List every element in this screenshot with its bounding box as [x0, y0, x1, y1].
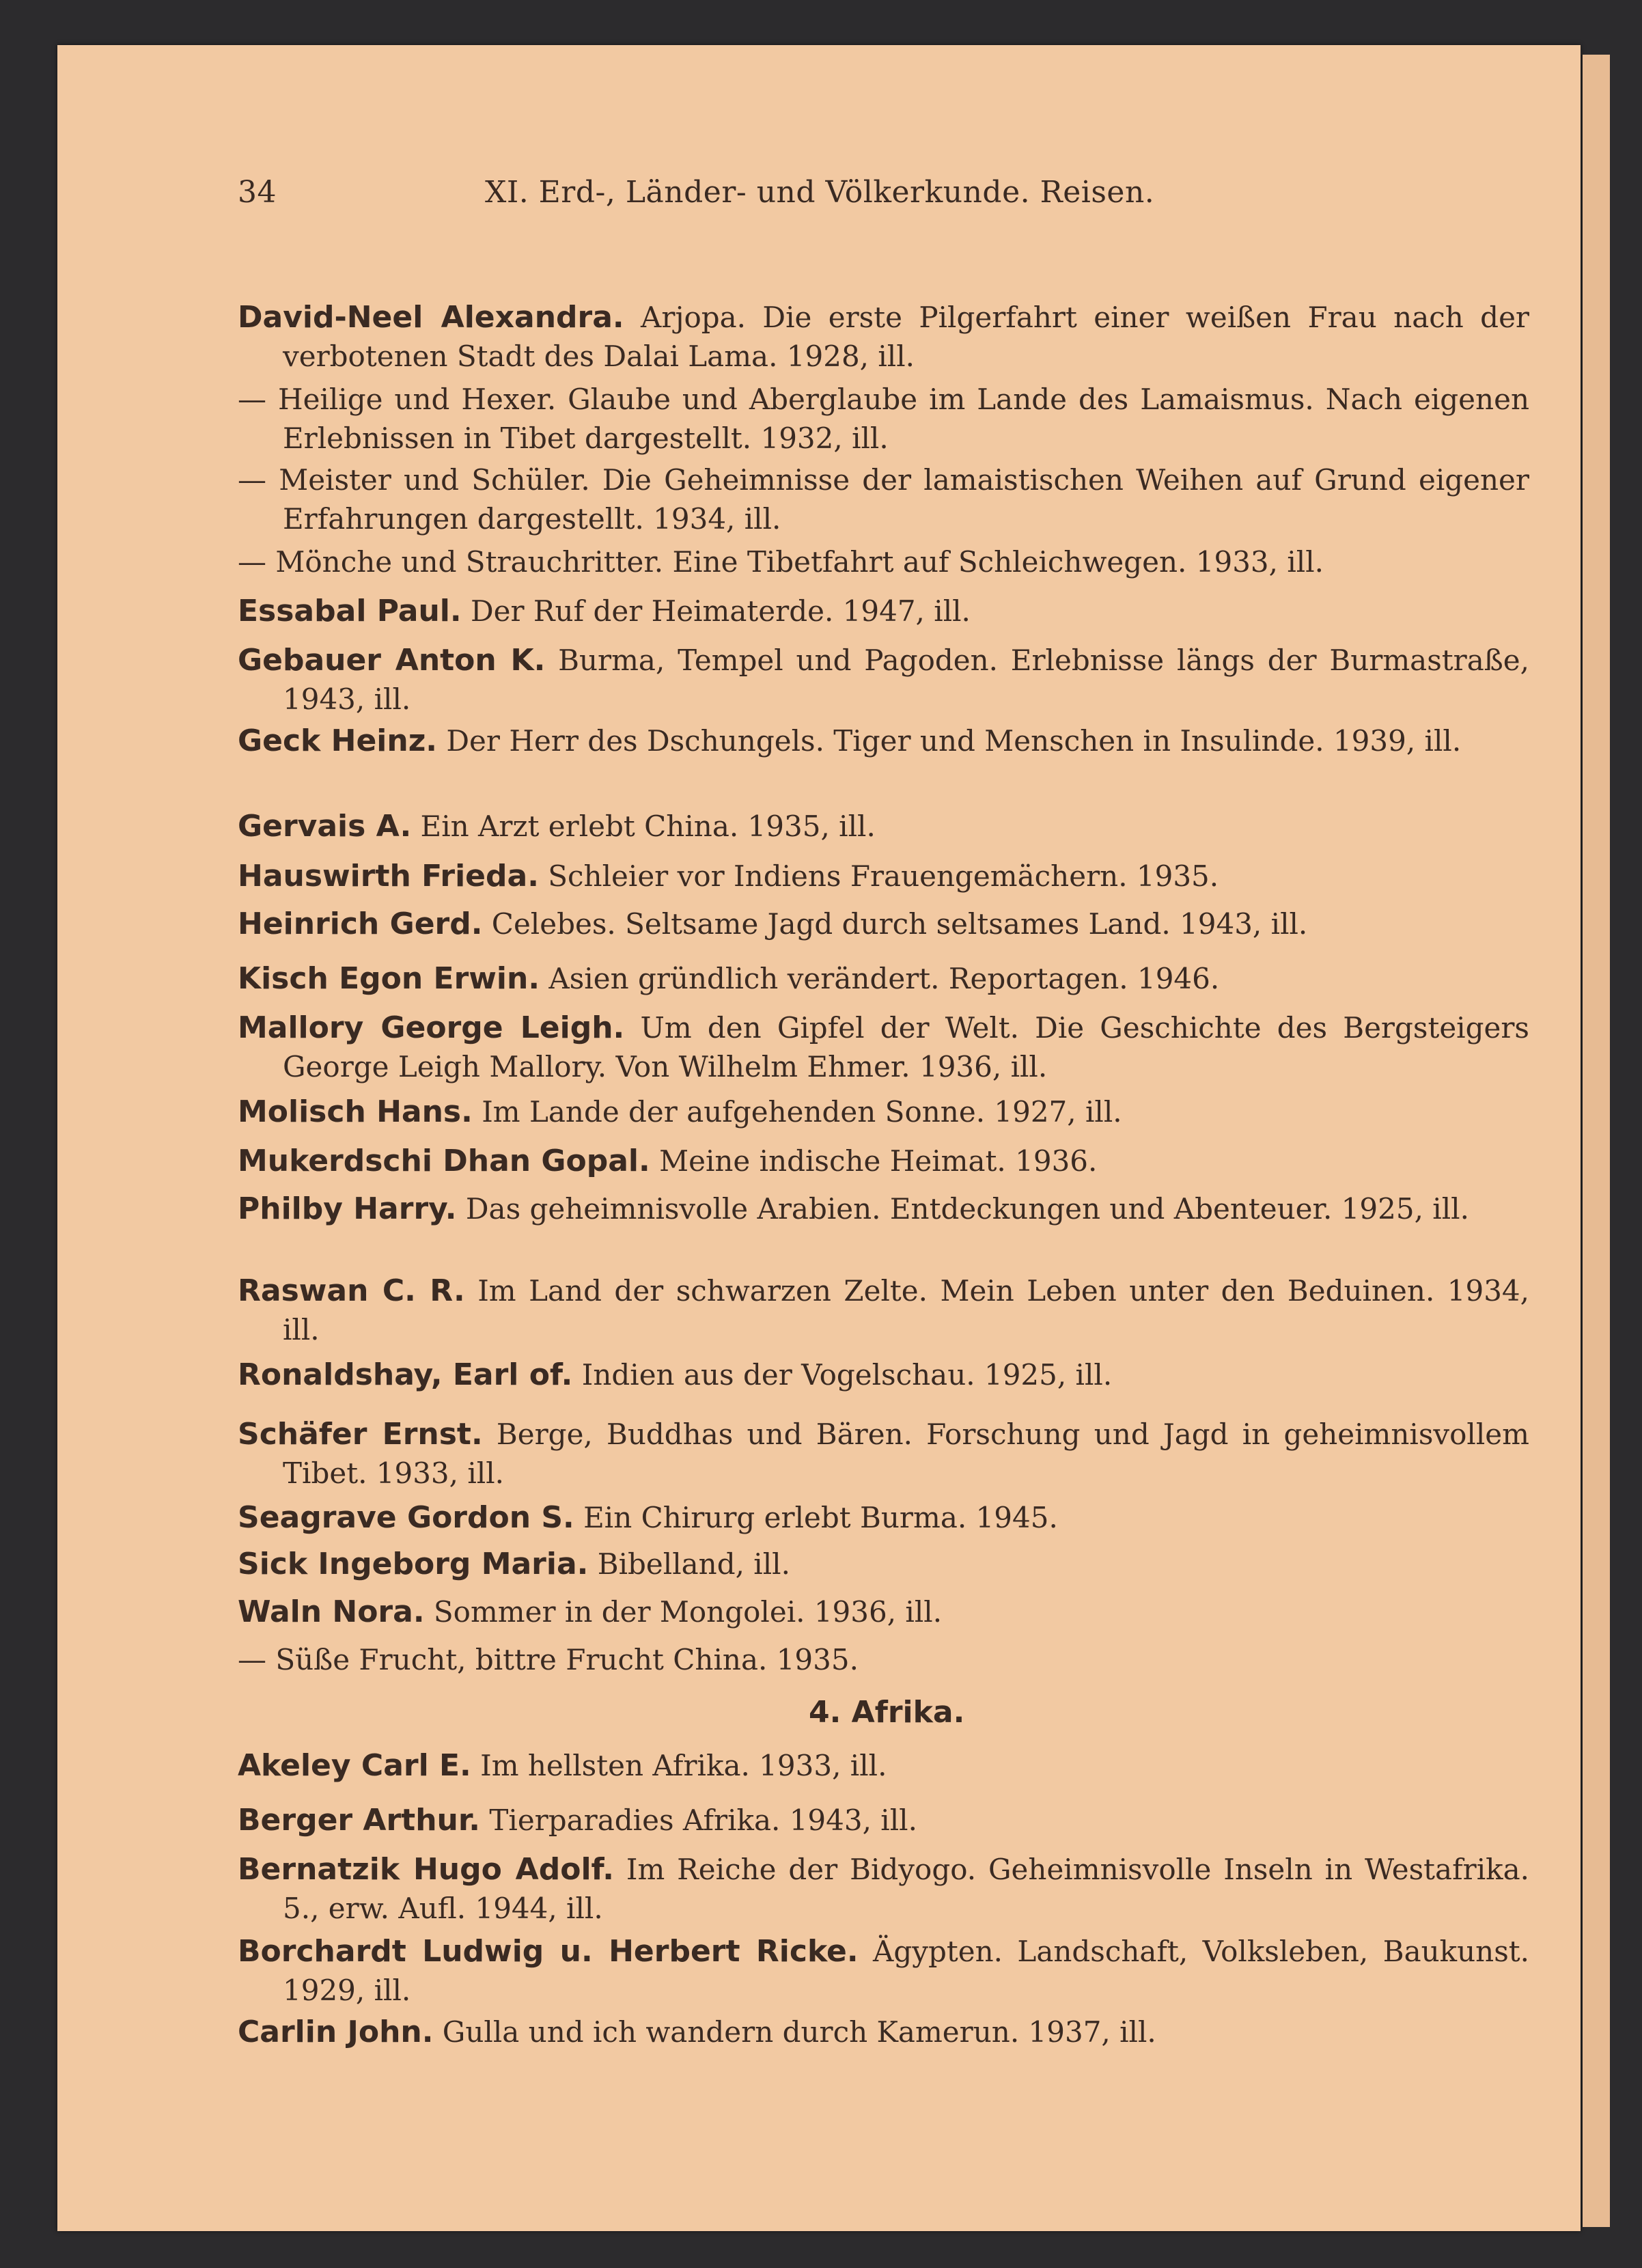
entry-author: Berger Arthur.: [238, 1803, 481, 1838]
bibliography-entry: [238, 1746, 1529, 1785]
entry-text: Ägypten. Landschaft, Volksleben, Baukunst. 1929, ill.: [283, 1935, 1529, 2007]
entry-text: — Mönche und Strauchritter. Eine Tibetfahrt auf Schleichwegen. 1933, ill.: [238, 545, 1324, 579]
entry-text: Im Land der schwarzen Zelte. Mein Leben unter den Beduinen. 1934, ill.: [283, 1274, 1530, 1346]
entry-author: Molisch Hans.: [238, 1094, 473, 1129]
entry-text: Der Herr des Dschungels. Tiger und Menschen in Insulinde. 1939, ill.: [437, 724, 1462, 758]
bibliography-entry: [238, 1355, 1529, 1394]
entry-author: Kisch Egon Erwin.: [238, 961, 540, 996]
entry-text: Asien gründlich verändert. Reportagen. 1946.: [540, 962, 1220, 995]
bibliography-entry: [238, 2013, 1529, 2051]
entry-author: Borchardt Ludwig u. Herbert Ricke.: [238, 1934, 859, 1969]
entry-text: Im Lande der aufgehenden Sonne. 1927, ill.: [472, 1095, 1122, 1129]
entry-author: Raswan C. R.: [238, 1273, 465, 1308]
entry-author: Mukerdschi Dhan Gopal.: [238, 1144, 650, 1178]
section-heading: 4. Afrika.: [809, 1695, 965, 1730]
entry-text: Indien aus der Vogelschau. 1925, ill.: [572, 1358, 1113, 1392]
bibliography-entry: [238, 959, 1529, 998]
bibliography-entry: [238, 1545, 1529, 1584]
entry-text: Im hellsten Afrika. 1933, ill.: [471, 1749, 887, 1782]
entry-author: Mallory George Leigh.: [238, 1010, 625, 1045]
entry-text: Berge, Buddhas und Bären. Forschung und Jagd in geheimnisvollem Tibet. 1933, ill.: [283, 1418, 1529, 1490]
bibliography-entry: [238, 592, 1529, 631]
bibliography-entry: [238, 298, 1529, 376]
bibliography-entry: [238, 807, 1529, 846]
entry-author: David-Neel Alexandra.: [238, 300, 624, 335]
bibliography-entry: [238, 1008, 1529, 1086]
entry-author: Essabal Paul.: [238, 594, 462, 628]
bibliography-entry: [238, 1271, 1529, 1349]
bibliography-entry: [238, 460, 1529, 538]
page-edge: [1581, 55, 1610, 2227]
entry-text: — Heilige und Hexer. Glaube und Aberglaube im Lande des Lamaismus. Nach eigenen Erlebnissen in Tibet dargestellt. 1932, ill.: [238, 383, 1529, 455]
bibliography-entry: [238, 1142, 1529, 1180]
bibliography-entry: [238, 1850, 1529, 1928]
entry-text: Meine indische Heimat. 1936.: [650, 1144, 1098, 1178]
entry-author: Bernatzik Hugo Adolf.: [238, 1852, 614, 1887]
entry-text: Ein Arzt erlebt China. 1935, ill.: [411, 810, 876, 843]
bibliography-entry: [238, 641, 1529, 719]
entry-text: Arjopa. Die erste Pilgerfahrt einer weißen Frau nach der verbotenen Stadt des Dalai Lama. 1928, ill.: [283, 301, 1530, 373]
bibliography-entry: [238, 380, 1529, 458]
entry-text: — Meister und Schüler. Die Geheimnisse der lamaistischen Weihen auf Grund eigener Erfahrungen dargestellt. 1934, ill.: [238, 463, 1529, 536]
entry-author: Hauswirth Frieda.: [238, 859, 539, 894]
entry-text: — Süße Frucht, bittre Frucht China. 1935.: [238, 1643, 859, 1676]
running-title: XI. Erd-, Länder- und Völkerkunde. Reisen.: [485, 175, 1155, 210]
bibliography-entry: [238, 1801, 1529, 1840]
entry-author: Akeley Carl E.: [238, 1748, 471, 1783]
entry-text: Schleier vor Indiens Frauengemächern. 1935.: [538, 859, 1219, 893]
entry-author: Carlin John.: [238, 2015, 434, 2049]
bibliography-entry: [238, 1092, 1529, 1131]
entry-author: Waln Nora.: [238, 1594, 425, 1629]
bibliography-entry: [238, 904, 1529, 943]
bibliography-entry: [238, 542, 1529, 581]
entry-author: Heinrich Gerd.: [238, 907, 483, 941]
entry-author: Schäfer Ernst.: [238, 1417, 483, 1452]
bibliography-entry: [238, 1189, 1529, 1228]
bibliography-entry: [238, 1640, 1529, 1679]
bibliography-entry: [238, 857, 1529, 896]
page-text: [57, 45, 1581, 2231]
bibliography-entry: [238, 1415, 1529, 1493]
entry-author: Geck Heinz.: [238, 723, 438, 758]
entry-text: Um den Gipfel der Welt. Die Geschichte des Bergsteigers George Leigh Mallory. Von Wilhelm Ehmer. 1936, ill.: [283, 1011, 1529, 1083]
entry-author: Sick Ingeborg Maria.: [238, 1547, 589, 1581]
bibliography-entry: [238, 1932, 1529, 2010]
entry-text: Im Reiche der Bidyogo. Geheimnisvolle Inseln in Westafrika. 5., erw. Aufl. 1944, ill.: [283, 1853, 1529, 1925]
entry-text: Tierparadies Afrika. 1943, ill.: [480, 1803, 917, 1837]
entry-author: Seagrave Gordon S.: [238, 1500, 574, 1535]
entry-author: Gebauer Anton K.: [238, 643, 546, 678]
bibliography-entry: [238, 1592, 1529, 1631]
entry-text: Gulla und ich wandern durch Kamerun. 1937, ill.: [433, 2015, 1156, 2049]
bibliography-entry: [238, 1498, 1529, 1537]
entry-author: Gervais A.: [238, 809, 412, 844]
entry-text: Der Ruf der Heimaterde. 1947, ill.: [461, 594, 971, 628]
entry-text: Sommer in der Mongolei. 1936, ill.: [424, 1595, 943, 1629]
entry-author: Ronaldshay, Earl of.: [238, 1357, 573, 1392]
entry-text: Ein Chirurg erlebt Burma. 1945.: [574, 1501, 1058, 1534]
entry-text: Burma, Tempel und Pagoden. Erlebnisse längs der Burmastraße, 1943, ill.: [283, 644, 1529, 716]
page-number: 34: [238, 175, 277, 210]
book-page: [57, 45, 1581, 2231]
entry-author: Philby Harry.: [238, 1191, 457, 1226]
bibliography-entry: [238, 721, 1529, 760]
entry-text: Bibelland, ill.: [588, 1547, 790, 1581]
entry-text: Celebes. Seltsame Jagd durch seltsames Land. 1943, ill.: [482, 907, 1308, 941]
entry-text: Das geheimnisvolle Arabien. Entdeckungen und Abenteuer. 1925, ill.: [456, 1192, 1469, 1226]
